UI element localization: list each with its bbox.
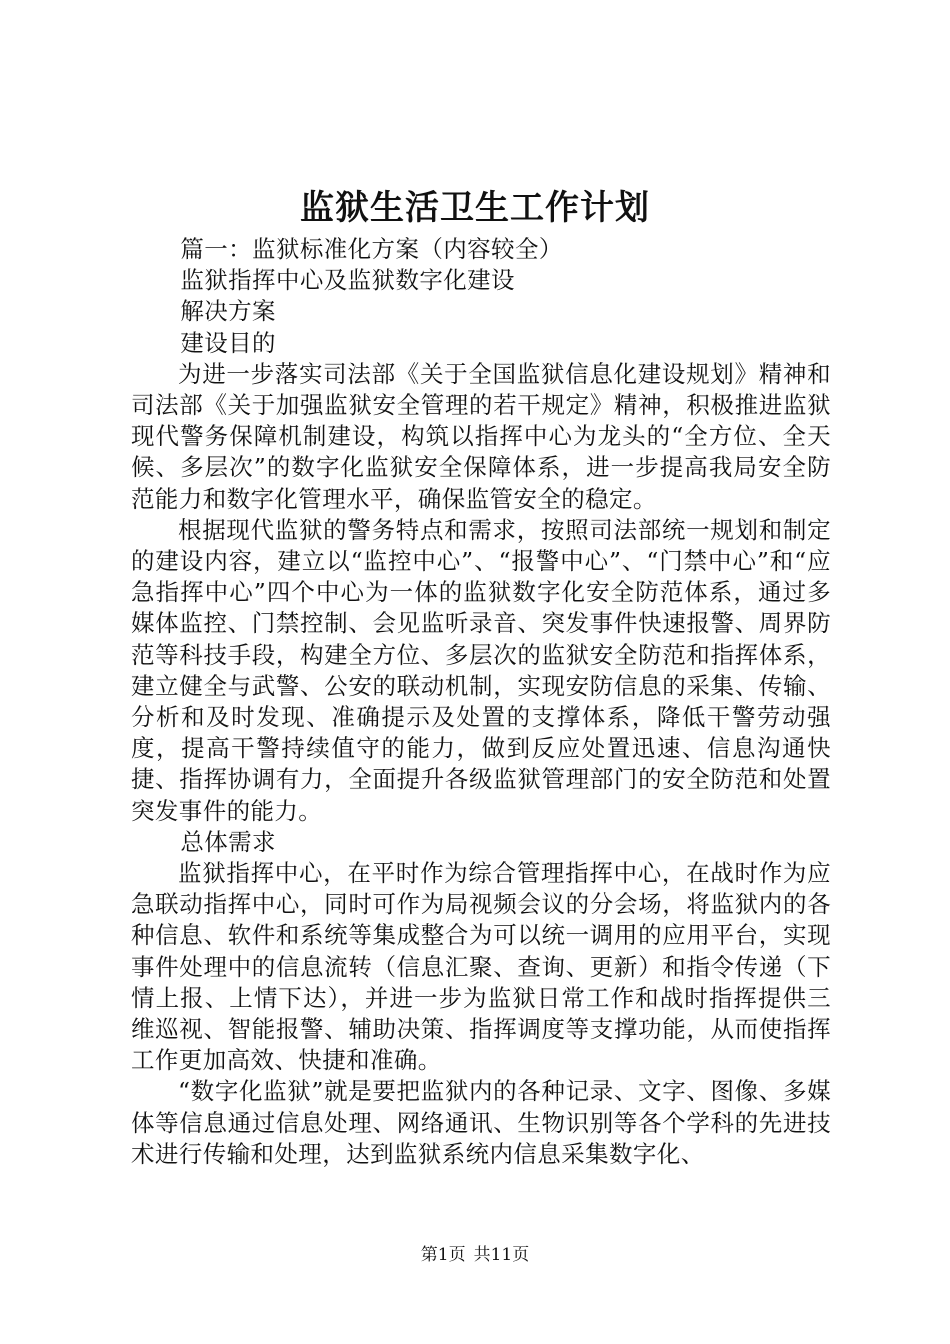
document-title: 监狱生活卫生工作计划 xyxy=(300,188,650,228)
paragraph-requirements-2: “数字化监狱”就是要把监狱内的各种记录、文字、图像、多媒体等信息通过信息处理、网络通讯、生物识别等各个学科的先进技术进行传输和处理，达到监狱系统内信息采集数字化、 xyxy=(131,1077,831,1168)
page-number: 第1页 xyxy=(420,1245,466,1265)
paragraph-requirements-1: 监狱指挥中心，在平时作为综合管理指挥中心，在战时作为应急联动指挥中心，同时可作为局视频会议的分会场，将监狱内的各种信息、软件和系统等集成整合为可以统一调用的应用平台，实现事件处理中的信息流转（信息汇聚、查询、更新）和指令传递（下情上报、上情下达），并进一步为监狱日常工作和战时指挥提供三维巡视、智能报警、辅助决策、指挥调度等支撑功能，从而使指挥工作更加高效、快捷和准确。 xyxy=(131,859,831,1075)
document-body xyxy=(131,234,831,1170)
paragraph-subtitle-cont: 解决方案 xyxy=(180,297,276,326)
paragraph-section-heading: 篇一：监狱标准化方案（内容较全） xyxy=(180,235,563,263)
paragraph-heading-purpose: 建设目的 xyxy=(180,328,276,357)
paragraph-subtitle: 监狱指挥中心及监狱数字化建设 xyxy=(180,266,515,295)
paragraph-heading-requirements: 总体需求 xyxy=(180,827,276,856)
page-footer xyxy=(0,1243,950,1267)
paragraph-purpose-2: 根据现代监狱的警务特点和需求，按照司法部统一规划和制定的建设内容，建立以“监控中心”、“报警中心”、“门禁中心”和“应急指挥中心”四个中心为一体的监狱数字化安全防范体系，通过多媒体监控、门禁控制、会见监听录音、突发事件快速报警、周界防范等科技手段，构建全方位、多层次的监狱安全防范和指挥体系，建立健全与武警、公安的联动机制，实现安防信息的采集、传输、分析和及时发现、准确提示及处置的支撑体系，降低干警劳动强度，提高干警持续值守的能力，做到反应处置迅速、信息沟通快捷、指挥协调有力，全面提升各级监狱管理部门的安全防范和处置突发事件的能力。 xyxy=(131,515,831,825)
paragraph-purpose-1: 为进一步落实司法部《关于全国监狱信息化建设规划》精神和司法部《关于加强监狱安全管理的若干规定》精神，积极推进监狱现代警务保障机制建设，构筑以指挥中心为龙头的“全方位、全天候、多层次”的数字化监狱安全保障体系，进一步提高我局安全防范能力和数字化管理水平，确保监管安全的稳定。 xyxy=(131,359,831,513)
page-total: 共11页 xyxy=(473,1245,530,1265)
